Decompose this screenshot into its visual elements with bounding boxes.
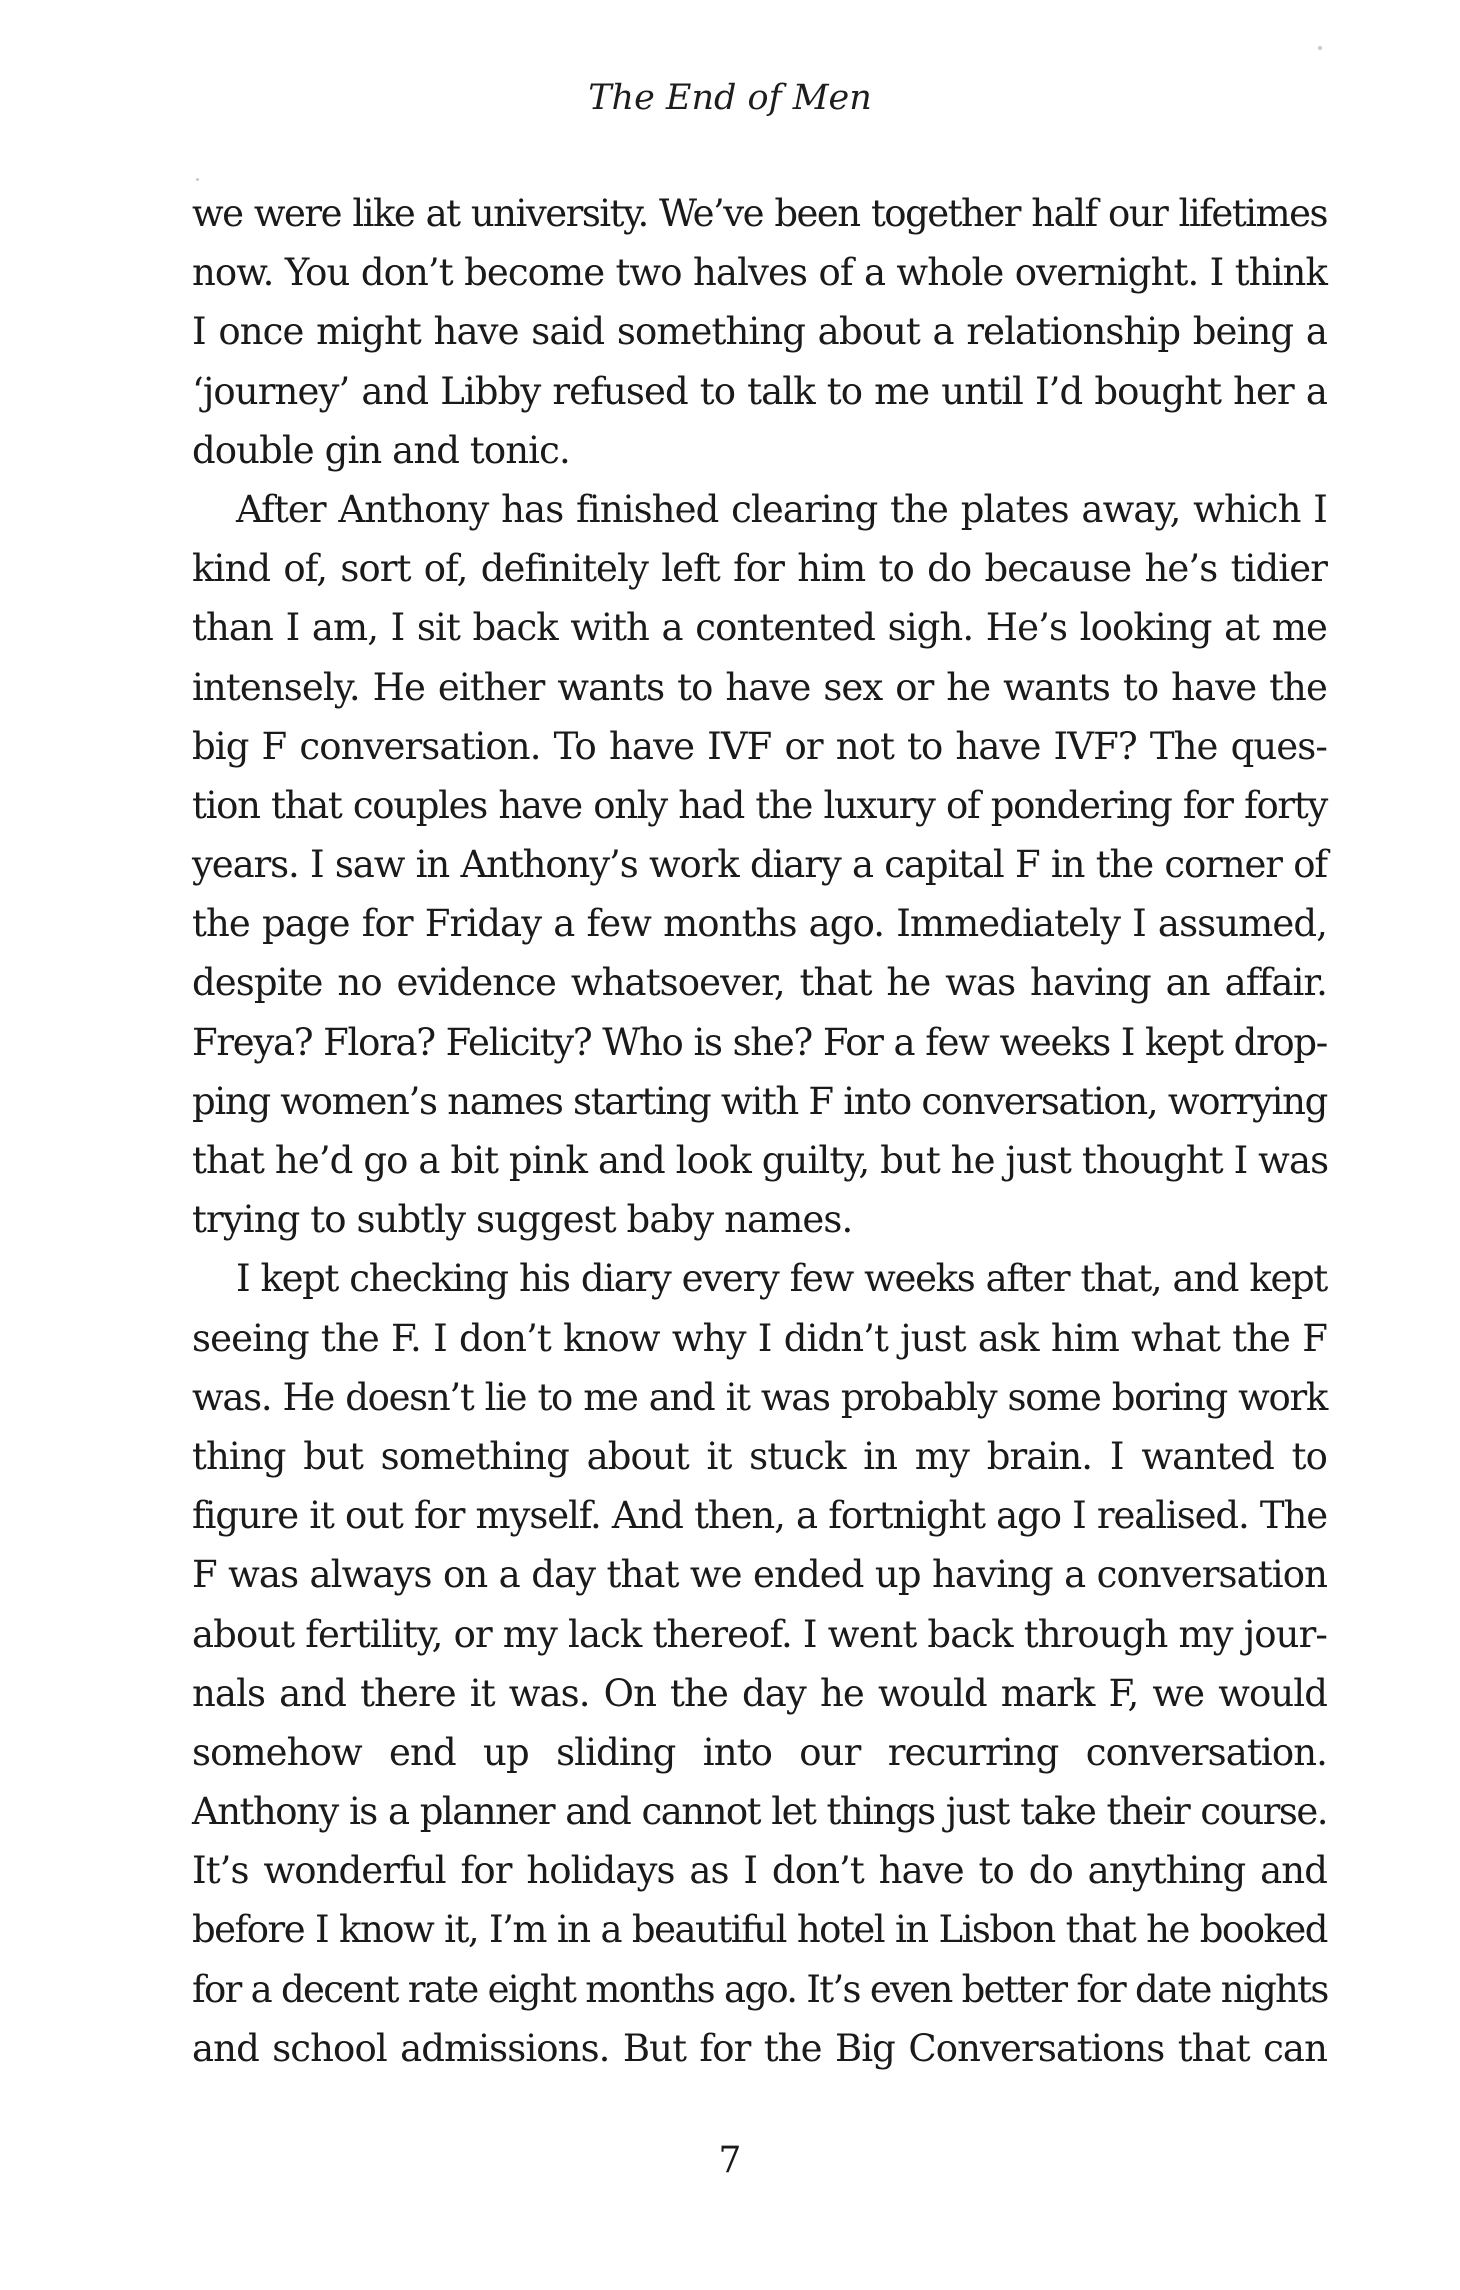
text-line: ping women’s names starting with F into conversation, worrying	[192, 1079, 1327, 1123]
text-line: despite no evidence whatsoever, that he was having an affair.	[192, 961, 1327, 1005]
scan-speck	[196, 178, 199, 181]
text-line: double gin and tonic.	[192, 428, 570, 472]
text-line: big F conversation. To have IVF or not to have IVF? The ques-	[192, 724, 1327, 768]
text-line: for a decent rate eight months ago. It’s even better for date nights	[192, 1967, 1328, 2011]
text-line: After Anthony has finished clearing the plates away, which I	[236, 487, 1327, 531]
text-line: I kept checking his diary every few weeks after that, and kept	[236, 1257, 1327, 1301]
text-line: seeing the F. I don’t know why I didn’t just ask him what the F	[192, 1316, 1327, 1360]
text-line: kind of, sort of, definitely left for him to do because he’s tidier	[192, 547, 1327, 591]
text-line: It’s wonderful for holidays as I don’t have to do anything and	[192, 1849, 1327, 1893]
text-line: was. He doesn’t lie to me and it was probably some boring work	[192, 1375, 1327, 1419]
running-head-title: The End of Men	[588, 78, 872, 118]
text-line: somehow end up sliding into our recurring conversation.	[192, 1730, 1327, 1774]
text-line: about fertility, or my lack thereof. I went back through my jour-	[192, 1612, 1327, 1656]
text-line: than I am, I sit back with a contented sigh. He’s looking at me	[192, 606, 1327, 650]
text-line: the page for Friday a few months ago. Immediately I assumed,	[192, 902, 1327, 946]
scan-speck	[1318, 46, 1322, 50]
text-line: intensely. He either wants to have sex or he wants to have the	[192, 665, 1327, 709]
text-line: ‘journey’ and Libby refused to talk to me until I’d bought her a	[192, 369, 1327, 413]
text-line: that he’d go a bit pink and look guilty, but he just thought I was	[192, 1139, 1329, 1182]
text-line: thing but something about it stuck in my brain. I wanted to	[192, 1434, 1327, 1478]
page-number: 7	[718, 2140, 742, 2181]
text-line: Freya? Flora? Felicity? Who is she? For a few weeks I kept drop-	[192, 1020, 1327, 1064]
text-line: nals and there it was. On the day he would mark F, we would	[192, 1671, 1327, 1715]
text-line: before I know it, I’m in a beautiful hotel in Lisbon that he booked	[192, 1908, 1327, 1952]
text-line: Anthony is a planner and cannot let things just take their course.	[192, 1790, 1327, 1834]
text-line: now. You don’t become two halves of a whole overnight. I think	[192, 251, 1327, 295]
text-line: and school admissions. But for the Big Conversations that can	[192, 2026, 1327, 2070]
text-line: years. I saw in Anthony’s work diary a capital F in the corner of	[192, 843, 1327, 887]
text-line: we were like at university. We’ve been together half our lifetimes	[192, 192, 1327, 235]
body-text	[192, 184, 1327, 2078]
text-line: figure it out for myself. And then, a fortnight ago I realised. The	[192, 1494, 1327, 1538]
text-line: F was always on a day that we ended up having a conversation	[192, 1553, 1327, 1597]
text-line: trying to subtly suggest baby names.	[192, 1198, 853, 1242]
text-line: I once might have said something about a relationship being a	[192, 310, 1327, 354]
text-line: tion that couples have only had the luxury of pondering for forty	[192, 783, 1327, 827]
